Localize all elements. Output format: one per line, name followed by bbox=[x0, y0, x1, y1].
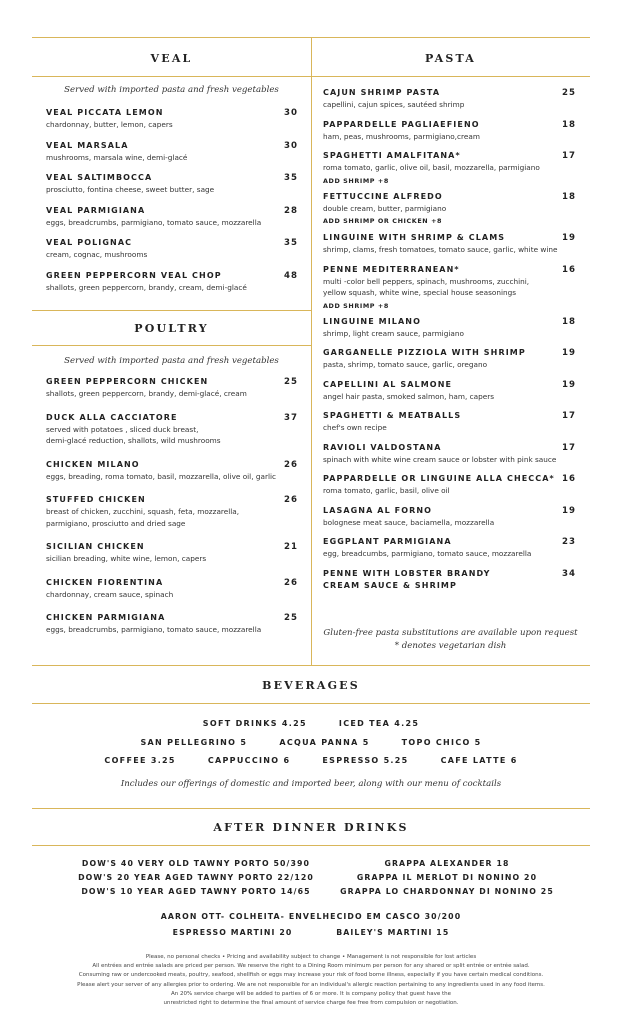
menu-item-price: 35 bbox=[284, 173, 298, 183]
menu-item-description: ham, peas, mushrooms, parmigiano,cream bbox=[323, 131, 480, 141]
menu-item-description-line2: demi-glacé reduction, shallots, wild mushrooms bbox=[46, 436, 221, 445]
menu-item-name: STUFFED CHICKEN bbox=[46, 495, 146, 504]
menu-item-price: 19 bbox=[562, 348, 576, 358]
menu-item-price: 35 bbox=[284, 238, 298, 248]
menu-bottom-divider bbox=[32, 665, 590, 666]
menu-item-name: CAPELLINI AL SALMONE bbox=[323, 379, 453, 389]
menu-item bbox=[323, 380, 576, 403]
menu-item-description: double cream, butter, parmigiano bbox=[323, 203, 447, 213]
menu-item bbox=[46, 377, 298, 400]
fine-print-line: Please alert your server of any allergies prior to ordering. We are not responsible for an individual's allergic reaction pertaining to any ingredients used in any food items. bbox=[77, 981, 545, 988]
beverages-note: Includes our offerings of domestic and imported beer, along with our menu of cocktails bbox=[120, 779, 502, 789]
menu-item-name: GREEN PEPPERCORN VEAL CHOP bbox=[46, 270, 222, 280]
menu-item-name: DUCK ALLA CACCIATORE bbox=[46, 412, 178, 422]
menu-item bbox=[46, 578, 298, 601]
menu-item-description: eggs, breading, roma tomato, basil, mozzarella, olive oil, garlic bbox=[46, 471, 277, 481]
fine-print-line: An 20% service charge will be added to parties of 6 or more. It is company policy that guest have the bbox=[170, 990, 452, 997]
menu-item-price: 48 bbox=[284, 270, 298, 281]
bev-espresso: ESPRESSO 5.25 bbox=[322, 756, 409, 765]
menu-item-description: multi -color bell peppers, spinach, mushrooms, zucchini, bbox=[323, 276, 530, 286]
column-divider bbox=[311, 37, 312, 665]
beverages-title: BEVERAGES bbox=[262, 679, 360, 692]
bev-soft-drinks: SOFT DRINKS 4.25 bbox=[202, 719, 307, 728]
menu-item-description: egg, breadcumbs, parmigiano, tomato sauce, mozzarella bbox=[323, 549, 532, 558]
menu-item-price: 19 bbox=[562, 379, 576, 390]
menu-item-description: chardonnay, cream sauce, spinach bbox=[46, 589, 174, 599]
menu-item-description: capellini, cajun spices, sautéed shrimp bbox=[323, 100, 465, 109]
bev-iced-tea: ICED TEA 4.25 bbox=[338, 719, 420, 728]
menu-item-description: prosciutto, fontina cheese, sweet butter, sage bbox=[46, 185, 215, 194]
menu-item-price: 19 bbox=[562, 505, 576, 516]
after-dinner-martinis bbox=[0, 928, 622, 937]
menu-item bbox=[323, 411, 576, 434]
menu-item-description: shrimp, clams, fresh tomatoes, tomato sauce, garlic, white wine bbox=[323, 245, 558, 254]
beverages-header-divider bbox=[32, 703, 590, 704]
menu-item-name: GARGANELLE PIZZIOLA WITH SHRIMP bbox=[323, 348, 526, 357]
menu-item-description: shallots, green peppercorn, brandy, cream, demi-glacé bbox=[46, 282, 247, 292]
menu-item-addon: ADD SHRIMP OR CHICKEN +8 bbox=[323, 217, 443, 225]
menu-item-price: 28 bbox=[284, 205, 298, 216]
menu-item-name: LINGUINE MILANO bbox=[323, 316, 421, 326]
menu-item-name: EGGPLANT PARMIGIANA bbox=[323, 537, 452, 546]
after-dinner-right-3: GRAPPA LO CHARDONNAY DI NONINO 25 bbox=[340, 887, 554, 896]
menu-item-name: PENNE WITH LOBSTER BRANDY bbox=[323, 568, 491, 578]
menu-item-price: 25 bbox=[284, 613, 298, 623]
menu-item-name: VEAL PARMIGIANA bbox=[46, 205, 146, 215]
menu-item-description: roma tomato, garlic, olive oil, basil, mozzarella, parmigiano bbox=[323, 163, 540, 172]
menu-item bbox=[46, 271, 298, 294]
bev-acqua-panna: ACQUA PANNA 5 bbox=[279, 738, 370, 747]
menu-item-description: pasta, shrimp, tomato sauce, garlic, oregano bbox=[323, 360, 488, 369]
menu-item-name: CAJUN SHRIMP PASTA bbox=[323, 88, 441, 97]
menu-item-price: 18 bbox=[562, 119, 576, 130]
menu-item bbox=[46, 238, 298, 261]
menu-item bbox=[323, 151, 576, 185]
menu-item bbox=[46, 108, 298, 131]
poultry-list bbox=[46, 377, 298, 649]
menu-item-description: eggs, breadcrumbs, parmigiano, tomato sauce, mozzarella bbox=[46, 625, 262, 634]
veal-note: Served with imported pasta and fresh vegetables bbox=[64, 85, 279, 95]
menu-item-description-line2: yellow squash, white wine, special house seasonings bbox=[323, 288, 517, 297]
after-dinner-left-2: DOW'S 20 YEAR AGED TAWNY PORTO 22/120 bbox=[78, 873, 314, 882]
pasta-header-divider bbox=[311, 76, 590, 77]
menu-item-description: shallots, green peppercorn, brandy, demi-glacé, cream bbox=[46, 389, 247, 398]
menu-item bbox=[46, 173, 298, 196]
menu-item bbox=[323, 569, 576, 590]
menu-item-description: roma tomato, garlic, basil, olive oil bbox=[323, 486, 450, 495]
menu-item-price: 23 bbox=[562, 537, 576, 547]
menu-item-description: shrimp, light cream sauce, parmigiano bbox=[323, 328, 464, 338]
menu-item-price: 17 bbox=[562, 411, 576, 421]
poultry-title: POULTRY bbox=[134, 322, 209, 335]
poultry-header-divider bbox=[32, 345, 311, 346]
veal-list bbox=[46, 108, 298, 303]
after-dinner-left-3: DOW'S 10 YEAR AGED TAWNY PORTO 14/65 bbox=[81, 887, 311, 896]
menu-item-description: mushrooms, marsala wine, demi-glacé bbox=[46, 152, 188, 162]
menu-item-description: bolognese meat sauce, baciamella, mozzarella bbox=[323, 517, 495, 527]
after-dinner-right-1: GRAPPA ALEXANDER 18 bbox=[384, 859, 510, 868]
menu-item-price: 25 bbox=[562, 88, 576, 98]
baileys-martini: BAILEY'S MARTINI 15 bbox=[336, 928, 450, 937]
beverages-row-3 bbox=[0, 756, 622, 765]
menu-item bbox=[323, 317, 576, 340]
menu-item bbox=[323, 88, 576, 111]
menu-item-name: CHICKEN FIORENTINA bbox=[46, 577, 164, 587]
menu-item-name: RAVIOLI VALDOSTANA bbox=[323, 442, 442, 452]
menu-item-price: 18 bbox=[562, 191, 576, 202]
menu-item bbox=[323, 265, 576, 310]
fine-print-line: Please, no personal checks • Pricing and availability subject to change • Management is not responsible for lost articles bbox=[145, 954, 477, 960]
menu-item-description: angel hair pasta, smoked salmon, ham, capers bbox=[323, 391, 495, 401]
menu-item-price: 30 bbox=[284, 108, 298, 118]
veal-title: VEAL bbox=[150, 52, 193, 65]
bev-coffee: COFFEE 3.25 bbox=[104, 756, 176, 765]
menu-item-name-line2: CREAM SAUCE & SHRIMP bbox=[323, 580, 457, 590]
bev-topo-chico: TOPO CHICO 5 bbox=[401, 738, 482, 747]
menu-item-name: PAPPARDELLE OR LINGUINE ALLA CHECCA* bbox=[323, 474, 555, 483]
menu-item-description: eggs, breadcrumbs, parmigiano, tomato sauce, mozzarella bbox=[46, 217, 262, 227]
beverages-row-2 bbox=[0, 738, 622, 747]
after-dinner-right-2: GRAPPA IL MERLOT DI NONINO 20 bbox=[356, 873, 538, 882]
after-dinner-header-divider bbox=[32, 845, 590, 846]
menu-item-description: sicilian breading, white wine, lemon, capers bbox=[46, 554, 207, 563]
menu-item-name: VEAL PICCATA LEMON bbox=[46, 108, 164, 117]
menu-item-name: LINGUINE WITH SHRIMP & CLAMS bbox=[323, 233, 506, 242]
menu-item-name: VEAL SALTIMBOCCA bbox=[46, 173, 153, 182]
menu-item-price: 16 bbox=[562, 474, 576, 484]
menu-item-description-line2: parmigiano, prosciutto and dried sage bbox=[46, 518, 186, 528]
espresso-martini: ESPRESSO MARTINI 20 bbox=[172, 928, 293, 937]
menu-item-price: 19 bbox=[562, 233, 576, 243]
menu-item bbox=[323, 348, 576, 371]
menu-item-name: PAPPARDELLE PAGLIAEFIENO bbox=[323, 119, 480, 129]
veal-header-divider bbox=[32, 76, 311, 77]
bev-cappuccino: CAPPUCCINO 6 bbox=[207, 756, 291, 765]
menu-item bbox=[323, 192, 576, 226]
menu-item bbox=[46, 495, 298, 529]
menu-item bbox=[323, 443, 576, 466]
menu-item-description: chardonnay, butter, lemon, capers bbox=[46, 120, 173, 129]
menu-item-addon: ADD SHRIMP +8 bbox=[323, 176, 389, 185]
menu-item-description: breast of chicken, zucchini, squash, feta, mozzarella, bbox=[46, 507, 240, 516]
menu-item-description: chef's own recipe bbox=[323, 423, 387, 432]
menu-item-name: SICILIAN CHICKEN bbox=[46, 542, 145, 551]
menu-item bbox=[46, 206, 298, 229]
menu-item-description: cream, cognac, mushrooms bbox=[46, 250, 148, 259]
menu-item-description: spinach with white wine cream sauce or lobster with pink sauce bbox=[323, 454, 557, 464]
bev-san-pellegrino: SAN PELLEGRINO 5 bbox=[140, 738, 248, 747]
menu-item bbox=[323, 537, 576, 560]
menu-item bbox=[46, 141, 298, 164]
menu-item-name: SPAGHETTI & MEATBALLS bbox=[323, 411, 462, 420]
menu-item-name: VEAL POLIGNAC bbox=[46, 238, 133, 247]
menu-item-price: 16 bbox=[562, 264, 576, 275]
menu-item bbox=[46, 460, 298, 483]
menu-item-price: 37 bbox=[284, 412, 298, 423]
after-dinner-title: AFTER DINNER DRINKS bbox=[213, 821, 409, 834]
menu-item-price: 17 bbox=[562, 442, 576, 453]
menu-item bbox=[323, 120, 576, 143]
menu-item-name: GREEN PEPPERCORN CHICKEN bbox=[46, 377, 209, 386]
pasta-note-gluten: Gluten-free pasta substitutions are available upon request bbox=[323, 628, 578, 638]
after-dinner-left-1: DOW'S 40 VERY OLD TAWNY PORTO 50/390 bbox=[81, 859, 311, 868]
menu-item-price: 21 bbox=[284, 542, 298, 552]
menu-item-price: 30 bbox=[284, 140, 298, 151]
menu-item-description: served with potatoes , sliced duck breast, bbox=[46, 424, 199, 434]
pasta-note-vegetarian: * denotes vegetarian dish bbox=[394, 641, 507, 651]
menu-item-name: LASAGNA AL FORNO bbox=[323, 505, 433, 515]
pasta-list bbox=[323, 88, 576, 599]
menu-item-name: SPAGHETTI AMALFITANA* bbox=[323, 151, 461, 160]
poultry-top-divider bbox=[32, 310, 311, 311]
after-dinner-aaron-ott: AARON OTT- COLHEITA- ENVELHECIDO EM CASCO 30/200 bbox=[160, 912, 462, 921]
menu-item-price: 26 bbox=[284, 577, 298, 588]
menu-item-price: 34 bbox=[562, 568, 576, 579]
fine-print-line: All entrées and entrée salads are priced per person. We reserve the right to a Dining Room minimum per person for any shared or split entrée or entrée salad. bbox=[92, 963, 530, 970]
poultry-note: Served with imported pasta and fresh vegetables bbox=[64, 356, 279, 366]
menu-item-price: 25 bbox=[284, 377, 298, 387]
menu-item bbox=[323, 233, 576, 256]
menu-item bbox=[323, 506, 576, 529]
menu-item-price: 18 bbox=[562, 316, 576, 327]
after-dinner-top-divider bbox=[32, 808, 590, 809]
beverages-row-1 bbox=[0, 719, 622, 728]
menu-item-name: CHICKEN PARMIGIANA bbox=[46, 613, 166, 622]
fine-print-line: Consuming raw or undercooked meats, poultry, seafood, shellfish or eggs may increase your risk of food borne illness, especially if you have certain medical conditions. bbox=[78, 972, 544, 979]
fine-print bbox=[0, 953, 622, 1008]
menu-item bbox=[323, 474, 576, 497]
menu-item-addon: ADD SHRIMP +8 bbox=[323, 301, 389, 310]
menu-item-price: 26 bbox=[284, 459, 298, 470]
menu-item-name: VEAL MARSALA bbox=[46, 140, 129, 150]
menu-item-name: FETTUCCINE ALFREDO bbox=[323, 191, 443, 201]
menu-item-name: PENNE MEDITERRANEAN* bbox=[323, 264, 460, 274]
menu-item bbox=[46, 613, 298, 636]
bev-cafe-latte: CAFE LATTE 6 bbox=[440, 756, 518, 765]
menu-item-price: 26 bbox=[284, 495, 298, 505]
pasta-title: PASTA bbox=[424, 52, 477, 65]
fine-print-line: unrestricted right to determine the final amount of service charge fee free from compulsion or negotiation. bbox=[163, 1000, 459, 1007]
menu-item-name: CHICKEN MILANO bbox=[46, 459, 140, 469]
menu-item-price: 17 bbox=[562, 151, 576, 161]
menu-item bbox=[46, 413, 298, 447]
menu-item bbox=[46, 542, 298, 565]
